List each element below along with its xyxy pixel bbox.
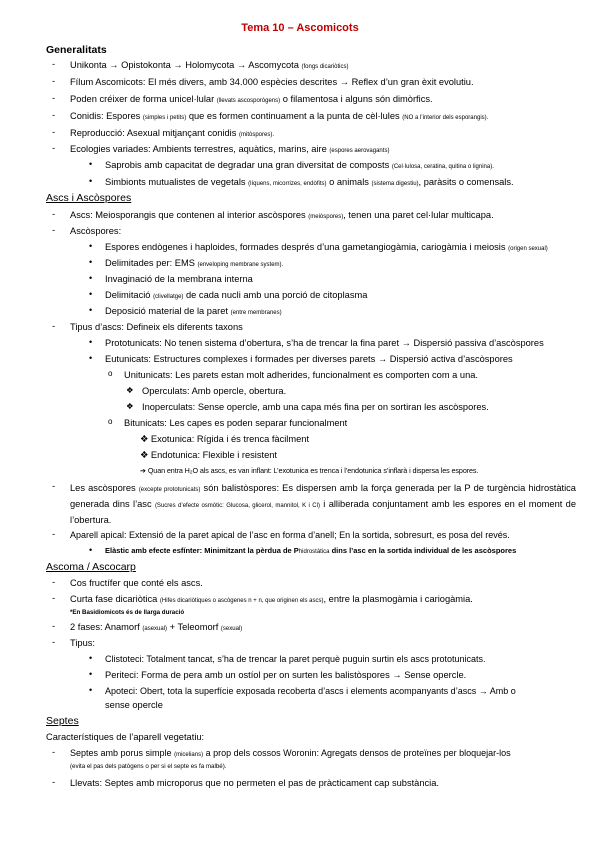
diamond-bullet: ❖	[126, 401, 134, 411]
dot-bullet: •	[89, 176, 93, 186]
section-heading-septes: Septes	[46, 715, 79, 727]
text-line: Eutunicats: Estructures complexes i formades per diverses parets → Dispersió activa d’ascòspores	[105, 354, 513, 364]
circle-bullet: o	[108, 417, 113, 426]
dash-bullet: -	[52, 93, 56, 104]
dash-bullet: -	[52, 76, 56, 87]
section-heading-ascs: Ascs i Ascòspores	[46, 192, 132, 204]
dot-bullet: •	[89, 669, 93, 679]
text-line: Unikonta → Opistokonta → Holomycota → Ascomycota (fongs dicariòtics)	[70, 60, 349, 70]
dot-bullet: •	[89, 289, 93, 299]
diamond-bullet: ❖	[126, 385, 134, 395]
text-line: ➔ Quan entra H₂O als ascs, es van inflant: L’exotunica es trenca i l’endotunica s’inflarà i dispersa les espores.	[140, 466, 479, 475]
text-line: Saprobis amb capacitat de degradar una gran diversitat de composts (Cel·lulosa, ceratina, quitina o lignina).	[105, 160, 494, 170]
dash-bullet: -	[52, 209, 56, 220]
text-line: Deposició material de la paret (entre membranes)	[105, 306, 282, 316]
page-title: Tema 10 – Ascomicots	[241, 22, 359, 34]
text-line: Operculats: Amb opercle, obertura.	[142, 386, 287, 396]
text-line: Llevats: Septes amb microporus que no permeten el pas de pràcticament cap substància.	[70, 778, 439, 788]
dot-bullet: •	[89, 159, 93, 169]
dot-bullet: •	[89, 257, 93, 267]
text-line: sense opercle	[105, 700, 163, 710]
text-line: Apoteci: Obert, tota la superfície exposada recoberta d’ascs i elements acompanyants d’ascs → Amb o	[105, 686, 516, 696]
dash-bullet: -	[52, 110, 56, 121]
text-line: Periteci: Forma de pera amb un ostíol per on surten les balistòspores → Sense opercle.	[105, 670, 467, 680]
text-line: Inoperculats: Sense opercle, amb una capa més fina per on sortiran les ascòspores.	[142, 402, 489, 412]
section-heading-ascoma: Ascoma / Ascocarp	[46, 561, 136, 573]
dash-bullet: -	[52, 621, 56, 632]
dash-bullet: -	[52, 59, 56, 70]
dot-bullet: •	[89, 353, 93, 363]
text-line: Delimitació (clivellatge) de cada nucli amb una porció de citoplasma	[105, 290, 368, 300]
dash-bullet: -	[52, 225, 56, 236]
text-line: Espores endògenes i haploides, formades després d’una gametangiogàmia, cariogàmia i meiosis (origen sexual)	[105, 242, 548, 252]
dot-bullet: •	[89, 653, 93, 663]
text-line: Cos fructífer que conté els ascs.	[70, 578, 203, 588]
text-line: Característiques de l’aparell vegetatiu:	[46, 732, 205, 742]
dash-bullet: -	[52, 593, 56, 604]
dash-bullet: -	[52, 143, 56, 154]
dot-bullet: •	[89, 337, 93, 347]
text-line: Delimitades per: EMS (enveloping membrane system).	[105, 258, 284, 268]
text-line: Septes amb porus simple (micelians) a prop dels cossos Woronin: Agregats densos de proteïnes per bloquejar-los	[70, 748, 511, 758]
circle-bullet: o	[108, 369, 113, 378]
dash-bullet: -	[52, 321, 56, 332]
dash-bullet: -	[52, 127, 56, 138]
text-line: Clistoteci: Totalment tancat, s’ha de trencar la paret perquè puguin surtin els ascs prototunicats.	[105, 654, 486, 664]
dot-bullet: •	[89, 241, 93, 251]
text-line: ❖ Endotunica: Flexible i resistent	[140, 450, 278, 460]
text-line: Tipus d’ascs: Defineix els diferents taxons	[70, 322, 243, 332]
dash-bullet: -	[52, 777, 56, 788]
text-line: Unitunicats: Les parets estan molt adherides, funcionalment es comporten com a una.	[124, 370, 478, 380]
text-line: Prototunicats: No tenen sistema d’obertura, s’ha de trencar la fina paret → Dispersió passiva d’ascòspores	[105, 338, 544, 348]
dot-bullet: •	[89, 273, 93, 283]
text-line: Ecologies variades: Ambients terrestres, aquàtics, marins, aire (espores aerovagants)	[70, 144, 390, 154]
text-line: Curta fase dicariòtica (Hifes dicariòtiques o ascògenes n + n, que originen els ascs), entre la plasmogàmia i cariogàmia.	[70, 594, 473, 604]
text-line: Elàstic amb efecte esfínter: Minimitzant la pèrdua de Phidrostàtica dins l’asc en la sortida individual de les ascòspores	[105, 546, 517, 555]
dot-bullet: •	[89, 545, 93, 555]
dash-bullet: -	[52, 637, 56, 648]
text-line: Ascs: Meiosporangis que contenen al interior ascòspores (meiòspores), tenen una paret cel·lular multicapa.	[70, 210, 494, 220]
text-line: Bitunicats: Les capes es poden separar funcionalment	[124, 418, 348, 428]
text-line: Simbionts mutualistes de vegetals (líquens, micorrizes, endòfits) o animals (sistema digestiu), paràsits o comensals.	[105, 177, 514, 187]
text-line: 2 fases: Anamorf (asexual) + Teleomorf (sexual)	[70, 622, 243, 632]
section-heading-generalitats: Generalitats	[46, 44, 107, 56]
dot-bullet: •	[89, 305, 93, 315]
text-line: Aparell apical: Extensió de la paret apical de l’asc en forma d’anell; En la sortida, sobresurt, es posa del revés.	[70, 530, 510, 540]
dot-bullet: •	[89, 685, 93, 695]
text-line: Conidis: Espores (simples i petits) que es formen continuament a la punta de cèl·lules (NO a l’interior dels esporangis).	[70, 111, 489, 121]
text-line: Fílum Ascomicots: El més divers, amb 34.000 espècies descrites → Reflex d’un gran èxit evolutiu.	[70, 77, 474, 87]
text-note: (evita el pas dels patògens o per si el septe es fa malbé).	[70, 763, 227, 770]
dash-bullet: -	[52, 481, 56, 492]
dash-bullet: -	[52, 577, 56, 588]
dash-bullet: -	[52, 747, 56, 758]
text-line: Tipus:	[70, 638, 95, 648]
text-line: ❖ Exotunica: Rígida i és trenca fàcilment	[140, 434, 310, 444]
text-line: Poden créixer de forma unicel·lular (llevats ascosporògens) o filamentosa i alguns són dimòrfics.	[70, 94, 433, 104]
text-paragraph: Les ascòspores (excepte prototunicats) són balistòspores: Es dispersen amb la força generada per la P de turgència hidrostàtica generada dins l’asc (Sucres d’efecte osmòtic: Glucosa, glicerol, mannitol, K i Cl) i alliberada conjuntament amb les espores en el moment de l’obertura.	[70, 483, 576, 525]
dash-bullet: -	[52, 529, 56, 540]
text-line: Ascòspores:	[70, 226, 122, 236]
text-line: Reproducció: Asexual mitjançant conidis (mitòspores).	[70, 128, 275, 138]
text-line: Invaginació de la membrana interna	[105, 274, 253, 284]
text-note: *En Basidiomicots és de llarga duració	[70, 609, 185, 616]
